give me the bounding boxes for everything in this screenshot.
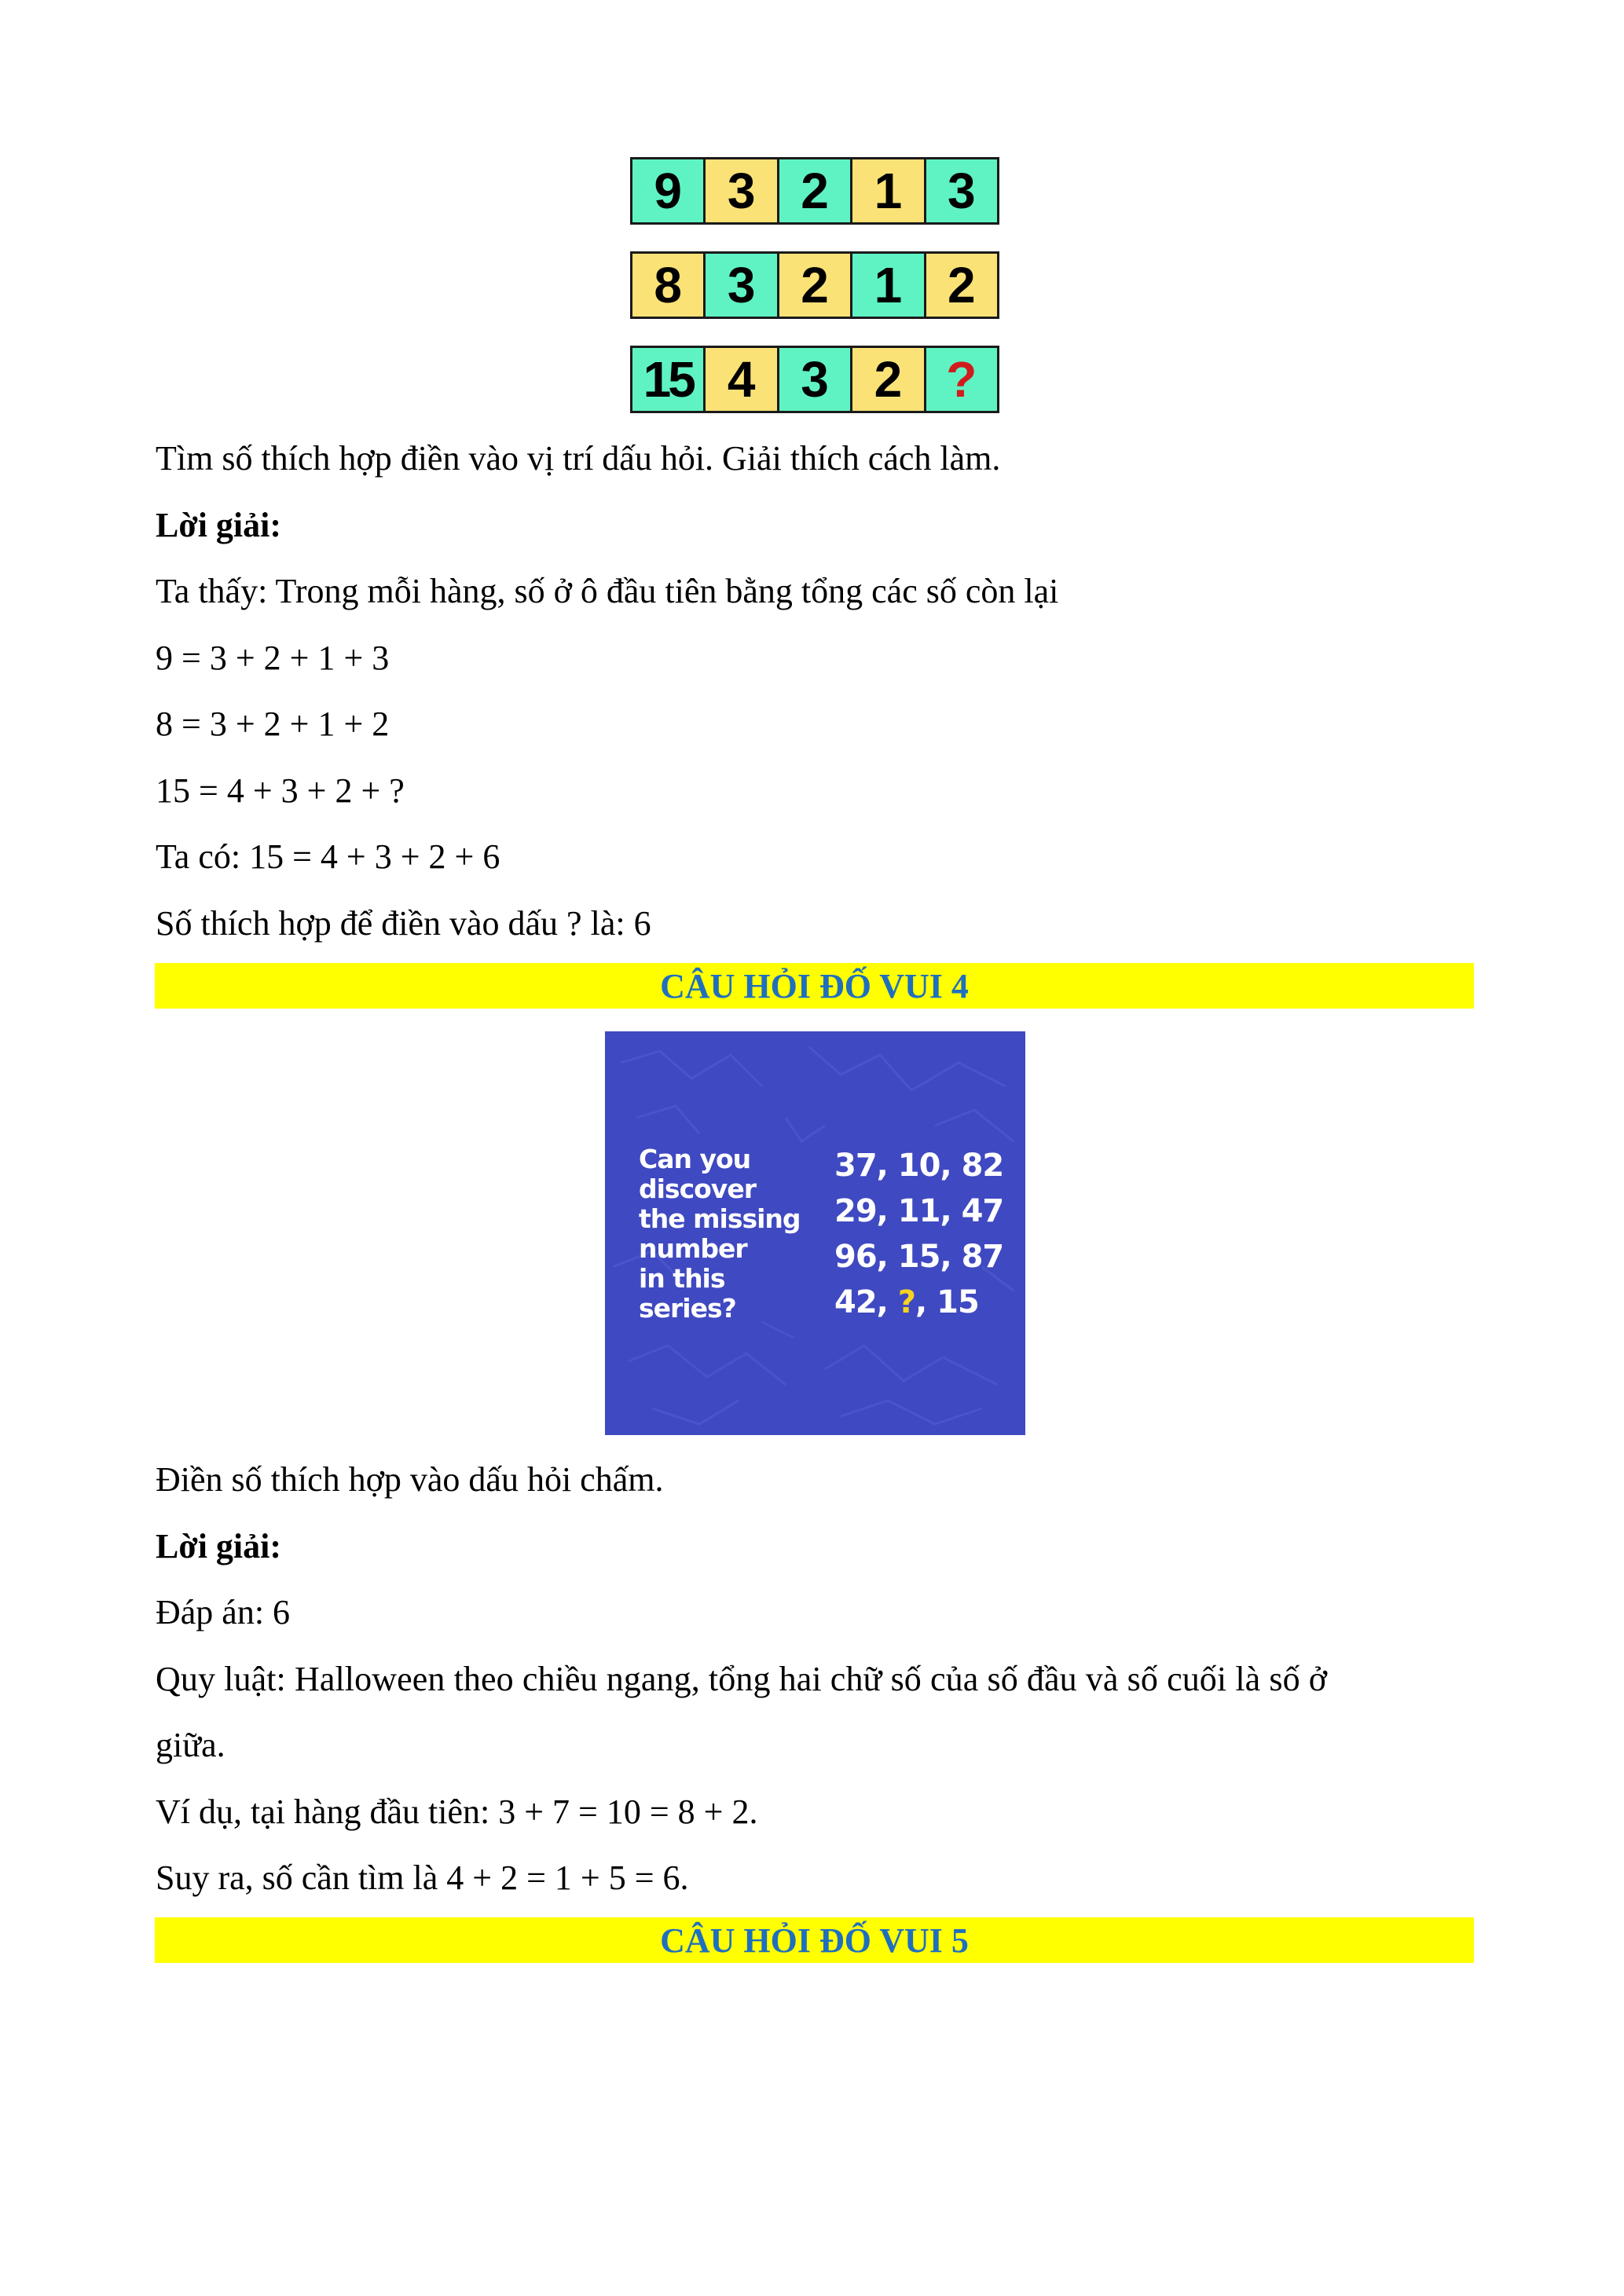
- series-value: 29: [834, 1193, 877, 1229]
- quiz-series-row: 29, 11, 47: [834, 1193, 1004, 1229]
- series-value: 87: [961, 1239, 1004, 1275]
- q4-rule-cont: giữa.: [156, 1726, 225, 1764]
- grid-cell: 2: [852, 348, 926, 411]
- q4-conclusion: Suy ra, số cần tìm là 4 + 2 = 1 + 5 = 6.: [156, 1858, 689, 1897]
- solution-label: Lời giải:: [156, 1527, 282, 1565]
- q4-rule: Quy luật: Halloween theo chiều ngang, tổng hai chữ số của số đầu và số cuối là số ở: [156, 1660, 1328, 1698]
- grid-cell: 9: [632, 159, 706, 222]
- q3-equation-1: 9 = 3 + 2 + 1 + 3: [156, 639, 390, 677]
- q3-equation-2: 8 = 3 + 2 + 1 + 2: [156, 705, 390, 743]
- q4-answer: Đáp án: 6: [156, 1593, 291, 1631]
- quiz-series-row: 96, 15, 87: [834, 1239, 1004, 1275]
- grid-row-1: [630, 157, 999, 225]
- q3-prompt: Tìm số thích hợp điền vào vị trí dấu hỏi. Giải thích cách làm.: [156, 439, 1001, 478]
- quiz-question-line: Can you: [639, 1144, 751, 1174]
- quiz-number-series: [834, 1143, 1003, 1325]
- grid-cell-question-mark: ?: [926, 348, 997, 411]
- quiz-question-line: discover: [639, 1174, 756, 1204]
- grid-cell: 2: [926, 254, 997, 317]
- quiz-question-line: series?: [639, 1293, 736, 1324]
- q4-example: Ví dụ, tại hàng đầu tiên: 3 + 7 = 10 = 8 + 2.: [156, 1792, 758, 1831]
- quiz-series-row: 42, ?, 15: [834, 1284, 979, 1320]
- grid-cell: 3: [706, 254, 779, 317]
- q3-answer: Số thích hợp để điền vào dấu ? là: 6: [156, 904, 651, 943]
- grid-cell: 3: [926, 159, 997, 222]
- quiz-question-line: in this: [639, 1263, 725, 1294]
- grid-cell: 15: [632, 348, 706, 411]
- series-value: 96: [834, 1239, 877, 1275]
- series-value: 11: [897, 1193, 940, 1229]
- grid-cell: 3: [706, 159, 779, 222]
- grid-row-3: [630, 346, 999, 413]
- section-banner-4: CÂU HỎI ĐỐ VUI 4: [155, 963, 1474, 1009]
- quiz-image: [605, 1031, 1025, 1435]
- series-question-mark: ?: [897, 1284, 915, 1320]
- series-value: 37: [834, 1148, 877, 1184]
- section-banner-5: CÂU HỎI ĐỐ VUI 5: [155, 1917, 1474, 1963]
- grid-cell: 4: [706, 348, 779, 411]
- q4-prompt: Điền số thích hợp vào dấu hỏi chấm.: [156, 1460, 664, 1499]
- grid-cell: 1: [852, 254, 926, 317]
- quiz-series-row: 37, 10, 82: [834, 1148, 1004, 1184]
- quiz-question-line: number: [639, 1233, 747, 1264]
- q3-equation-3: 15 = 4 + 3 + 2 + ?: [156, 771, 405, 810]
- grid-cell: 3: [779, 348, 852, 411]
- series-value: 82: [961, 1148, 1004, 1184]
- series-value: 15: [897, 1239, 940, 1275]
- grid-cell: 2: [779, 159, 852, 222]
- grid-cell: 2: [779, 254, 852, 317]
- quiz-question-line: the missing: [639, 1203, 801, 1234]
- q3-explanation: Ta thấy: Trong mỗi hàng, số ở ô đầu tiên bằng tổng các số còn lại: [156, 572, 1059, 610]
- q3-equation-4: Ta có: 15 = 4 + 3 + 2 + 6: [156, 837, 500, 876]
- grid-cell: 1: [852, 159, 926, 222]
- quiz-question: [639, 1144, 801, 1324]
- grid-row-2: [630, 251, 999, 319]
- series-value: 10: [897, 1148, 940, 1184]
- grid-cell: 8: [632, 254, 706, 317]
- series-value: 47: [961, 1193, 1004, 1229]
- series-value: 42: [834, 1284, 877, 1320]
- series-value: 15: [937, 1284, 979, 1320]
- solution-label: Lời giải:: [156, 506, 282, 544]
